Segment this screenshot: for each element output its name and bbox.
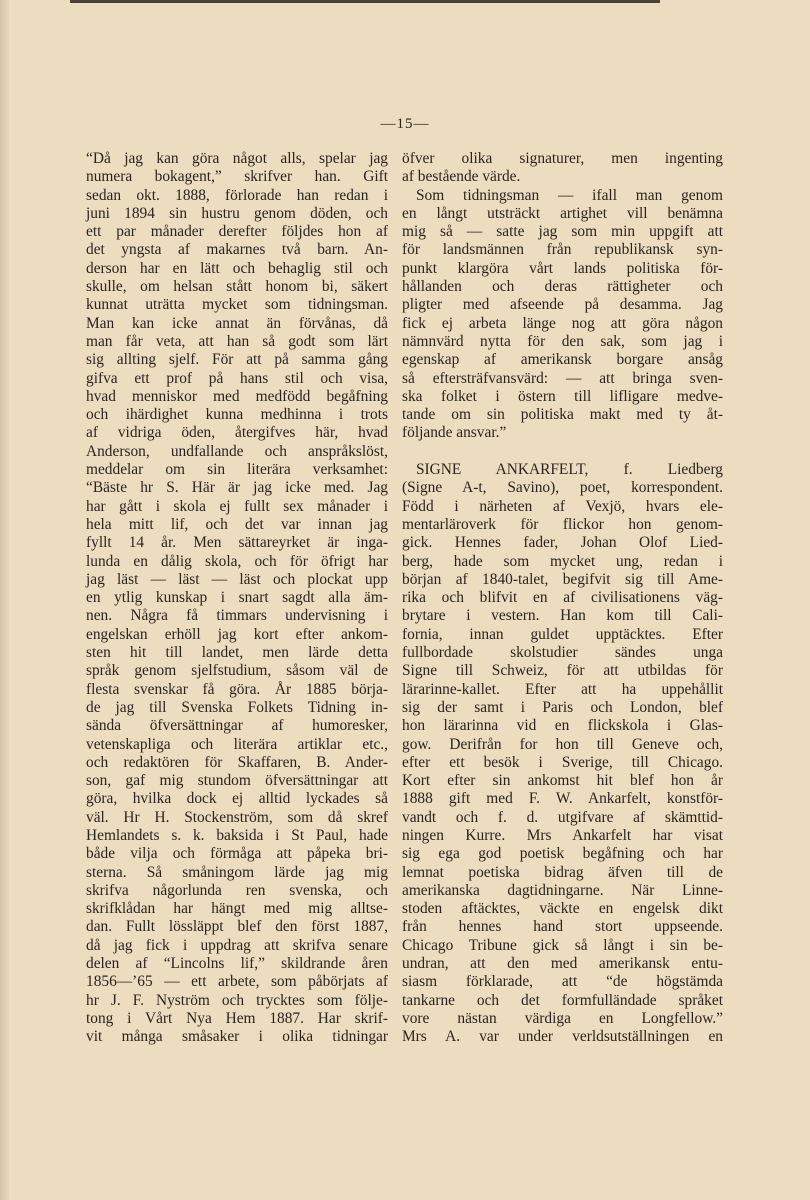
text-line: af vidriga öden, återgifves här, hvad	[86, 424, 388, 442]
text-line: vit många småsaker i olika tidningar	[86, 1028, 388, 1046]
text-line: sterna. Så småningom lärde jag mig	[86, 863, 388, 881]
text-line: Född i närheten af Vexjö, hvars ele-	[402, 497, 723, 515]
text-line: engelskan erhöll jag kort efter ankom-	[86, 625, 388, 643]
text-line: delen af “Lincolns lif,” skildrande åren	[86, 955, 388, 973]
text-line: Som tidningsman — ifall man genom	[416, 186, 723, 204]
text-line: “Bäste hr S. Här är jag icke med. Jag	[86, 479, 388, 497]
text-line: så eftersträfvansvärd: — att bringa sven-	[402, 369, 723, 387]
paragraph	[86, 150, 388, 1047]
text-line: lunda en dålig skola, och för öfrigt har	[86, 552, 388, 570]
text-line: ska folket i östern till lifligare medve-	[402, 387, 723, 405]
text-line: fyllt 14 år. Men sättareyrket är inga-	[86, 534, 388, 552]
text-line: och ihärdighet kunna medhinna i trots	[86, 406, 388, 424]
text-line: öfver olika signaturer, men ingenting	[402, 150, 723, 167]
text-line: nen. Några få timmars undervisning i	[86, 607, 388, 625]
text-line: ningen Kurre. Mrs Ankarfelt har visat	[402, 826, 723, 844]
text-line: har gått i skola ej fullt sex månader i	[86, 497, 388, 515]
text-line: fornia, innan guldet upptäcktes. Efter	[402, 625, 723, 643]
text-line: de jag till Svenska Folkets Tidning in-	[86, 698, 388, 716]
text-line: Man kan icke annat än förvånas, då	[86, 314, 388, 332]
text-line: tankarne och det formfulländade språket	[402, 991, 723, 1009]
text-line: dan. Fullt lössläppt blef den först 1887,	[86, 918, 388, 936]
text-line: då jag fick i uppdrag att skrifva senare	[86, 936, 388, 954]
text-line: 1856—’65 — ett arbete, som påbörjats af	[86, 973, 388, 991]
text-line: jag läst — läst — läst och plockat upp	[86, 570, 388, 588]
text-line: sig allting sjelf. För att på samma gång	[86, 351, 388, 369]
text-line: Hemlandets s. k. baksida i St Paul, hade	[86, 826, 388, 844]
text-line: tande om sin politiska makt med ty åt-	[402, 406, 723, 424]
text-line: sig ega god poetisk begåfning och har	[402, 845, 723, 863]
text-line: berg, hade som mycket ung, redan i	[402, 552, 723, 570]
text-line: “Då jag kan göra något alls, spelar jag	[86, 150, 388, 167]
text-line: gow. Derifrån for hon till Geneve och,	[402, 735, 723, 753]
text-line: hr J. F. Nyström och trycktes som följe-	[86, 991, 388, 1009]
text-line: sten hit till landet, men lärde detta	[86, 644, 388, 662]
text-line: gifva ett prof på hans stil och visa,	[86, 369, 388, 387]
text-line: mentarläroverk för flickor hon genom-	[402, 515, 723, 533]
text-line: (Signe A-t, Savino), poet, korrespondent.	[402, 479, 723, 497]
text-line: en långt utsträckt artighet vill benämna	[402, 204, 723, 222]
text-line: derson har en lätt och behaglig stil och	[86, 259, 388, 277]
text-line: Signe till Schweiz, för att utbildas för	[402, 662, 723, 680]
text-line: skrifklådan har hängt med mig alltse-	[86, 900, 388, 918]
text-line: sända öfversättningar af humoresker,	[86, 717, 388, 735]
text-line: hvad menniskor med medfödd begåfning	[86, 387, 388, 405]
text-line: vandt och f. d. utgifvare af skämttid-	[402, 808, 723, 826]
text-line: flesta svenskar få göra. År 1885 börja-	[86, 680, 388, 698]
text-line: mig så — satte jag som min uppgift att	[402, 223, 723, 241]
text-line: pligter med afseende på desamma. Jag	[402, 296, 723, 314]
text-line: början af 1840-talet, begifvit sig till Ame-	[402, 570, 723, 588]
paragraph	[402, 150, 723, 187]
text-line: och redaktören för Skaffaren, B. Ander-	[86, 753, 388, 771]
text-line: skulle, om helsan stått honom bi, säkert	[86, 278, 388, 296]
text-line: både vilja och förmåga att påpeka bri-	[86, 845, 388, 863]
text-line: egenskap af amerikansk borgare ansåg	[402, 351, 723, 369]
text-line: nämnvärd nytta för den sak, som jag i	[402, 332, 723, 350]
text-line: numera bokagent,” skrifver han. Gift	[86, 168, 388, 186]
text-line: son, gaf mig stundom öfversättningar att	[86, 772, 388, 790]
text-line: väl. Hr H. Stockenström, som då skref	[86, 808, 388, 826]
text-line: rika och blifvit en af civilisationens väg-	[402, 589, 723, 607]
left-text-column	[86, 150, 388, 1047]
text-line: man får veta, att han så godt som lärt	[86, 332, 388, 350]
text-line: amerikanska dagtidningarne. När Linne-	[402, 881, 723, 899]
text-line: från hennes hand stort uppseende.	[402, 918, 723, 936]
text-line: det yngsta af makarnes två barn. An-	[86, 241, 388, 259]
text-line: hon lärarinna vid en flickskola i Glas-	[402, 717, 723, 735]
text-line: SIGNE ANKARFELT, f. Liedberg	[416, 461, 723, 479]
text-line: meddelar om sin literära verksamhet:	[86, 461, 388, 479]
scan-top-edge	[70, 0, 660, 3]
text-line: vore nästan värdiga en Longfellow.”	[402, 1009, 723, 1027]
text-line: göra, hvilka dock ej alltid lyckades så	[86, 790, 388, 808]
paragraph-gap	[402, 443, 723, 461]
text-line: Mrs A. var under verldsutställningen en	[402, 1028, 723, 1046]
text-line: brytare i vestern. Han kom till Cali-	[402, 607, 723, 625]
scan-binding-edge	[0, 0, 9, 1200]
text-line: kunnat uträtta mycket som tidningsman.	[86, 296, 388, 314]
text-line: lärarinne-kallet. Efter att ha uppehållit	[402, 680, 723, 698]
text-line: stoden aftäcktes, väckte en engelsk dikt	[402, 900, 723, 918]
text-line: gick. Hennes fader, Johan Olof Lied-	[402, 534, 723, 552]
text-line: vetenskapliga och literära artiklar etc.,	[86, 735, 388, 753]
page-number: —15—	[380, 116, 430, 132]
text-line: skrifva någorlunda ren svenska, och	[86, 881, 388, 899]
text-line: sedan okt. 1888, förlorade han redan i	[86, 186, 388, 204]
text-line: Anderson, undfallande och anspråkslöst,	[86, 442, 388, 460]
text-line: fick ej arbeta länge nog att göra någon	[402, 314, 723, 332]
text-line: hållanden och deras rättigheter och	[402, 278, 723, 296]
text-line: fullbordade skolstudier sändes unga	[402, 644, 723, 662]
text-line: juni 1894 sin hustru genom döden, och	[86, 204, 388, 222]
text-line: undran, att den med amerikansk entu-	[402, 955, 723, 973]
text-line: språk genom sjelfstudium, såsom väl de	[86, 662, 388, 680]
text-line: följande ansvar.”	[402, 424, 507, 442]
text-line: hela mitt lif, och det var innan jag	[86, 515, 388, 533]
text-line: tong i Vårt Nya Hem 1887. Har skrif-	[86, 1009, 388, 1027]
text-line: Chicago Tribune gick så långt i sin be-	[402, 936, 723, 954]
paragraph	[402, 187, 723, 443]
text-line: en ytlig kunskap i snart sagdt alla äm-	[86, 589, 388, 607]
paragraph	[402, 461, 723, 1047]
text-line: siasm förklarade, att “de högstämda	[402, 973, 723, 991]
text-line: för landsmännen från republikansk syn-	[402, 241, 723, 259]
text-line: sig der samt i Paris och London, blef	[402, 698, 723, 716]
text-line: punkt klargöra vårt lands politiska för-	[402, 259, 723, 277]
text-line: af bestående värde.	[402, 168, 521, 186]
right-text-column	[402, 150, 723, 1047]
text-line: 1888 gift med F. W. Ankarfelt, konstför-	[402, 790, 723, 808]
text-line: lemnat poetiska bidrag äfven till de	[402, 863, 723, 881]
text-line: efter ett besök i Sverige, till Chicago.	[402, 753, 723, 771]
text-line: Kort efter sin ankomst hit blef hon år	[402, 772, 723, 790]
text-line: ett par månader derefter följdes hon af	[86, 223, 388, 241]
